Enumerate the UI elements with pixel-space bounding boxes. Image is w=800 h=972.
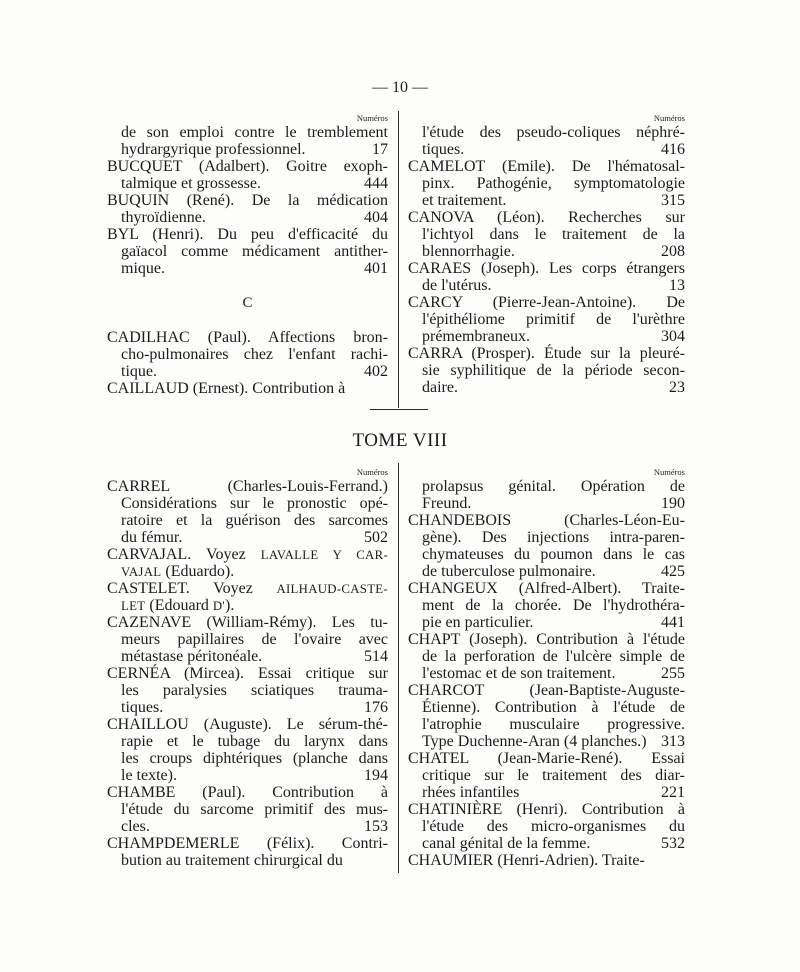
entry-line <box>408 124 685 141</box>
entry-text <box>121 597 388 615</box>
entry-line <box>408 260 685 277</box>
numeros-label: Numéros <box>356 113 388 123</box>
entry-number: 255 <box>661 665 685 682</box>
entry-line <box>408 158 685 175</box>
entry-text: blennorrhagie. <box>422 243 515 260</box>
entry-number: 315 <box>661 192 685 209</box>
entry-text: thyroïdienne. <box>121 209 206 226</box>
entry-line <box>408 852 685 869</box>
text-segment: (Eduardo). <box>161 563 235 580</box>
entry-line <box>107 226 388 243</box>
entry-text: CHAPT (Joseph). Contribution à l'étude <box>408 631 685 648</box>
entry-line <box>107 363 388 380</box>
entry-text: de l'utérus. <box>422 277 492 294</box>
entry-line <box>107 175 388 192</box>
entry-line <box>107 750 388 767</box>
numeros-label: Numéros <box>653 113 685 123</box>
entry-text: mique. <box>121 260 165 277</box>
entry-line <box>408 478 685 495</box>
entry-line <box>408 294 685 311</box>
index-entry <box>408 631 685 682</box>
entry-text: CARREL (Charles-Louis-Ferrand.) <box>107 478 388 495</box>
entry-text: de tuberculose pulmonaire. <box>422 563 596 580</box>
index-entry <box>107 226 388 277</box>
entry-line <box>408 784 685 801</box>
entry-line <box>408 716 685 733</box>
index-entry <box>408 260 685 294</box>
index-entry <box>408 158 685 209</box>
index-column-left <box>107 466 388 869</box>
entry-text: BUQUIN (René). De la médication <box>107 192 388 209</box>
small-caps-text: VAJAL <box>121 565 162 579</box>
entry-text: CHARCOT (Jean-Baptiste-Auguste- <box>408 682 685 699</box>
entry-text: CHATINIÈRE (Henri). Contribution à <box>408 801 685 818</box>
entry-text: BUCQUET (Adalbert). Goitre exoph- <box>107 158 388 175</box>
entry-text: CARCY (Pierre-Jean-Antoine). De <box>408 294 685 311</box>
entry-line <box>107 852 388 869</box>
entry-number: 313 <box>661 733 685 750</box>
entry-text: rhées infantiles <box>422 784 520 801</box>
entry-number: 401 <box>364 260 388 277</box>
entry-text: CHANGEUX (Alfred-Albert). Traite- <box>408 580 685 597</box>
entry-text: le texte). <box>121 767 177 784</box>
entry-line <box>107 699 388 716</box>
entry-text: CERNÉA (Mircea). Essai critique sur <box>107 665 388 682</box>
entry-line <box>107 158 388 175</box>
entry-line <box>408 750 685 767</box>
entry-text: l'étude des pseudo-coliques néphré- <box>422 124 685 141</box>
index-entry <box>408 750 685 801</box>
small-caps-text: LAVALLE Y CAR- <box>260 548 388 562</box>
entry-line <box>107 784 388 801</box>
entry-line <box>107 529 388 546</box>
entry-line <box>408 835 685 852</box>
index-column-right <box>408 112 685 396</box>
entry-text: talmique et grossesse. <box>121 175 261 192</box>
entry-text: CHAILLOU (Auguste). Le sérum-thé- <box>107 716 388 733</box>
numeros-label: Numéros <box>356 467 388 477</box>
entry-text: pie en particulier. <box>422 614 534 631</box>
entry-number: 304 <box>661 328 685 345</box>
entry-text: CHAMBE (Paul). Contribution à <box>107 784 388 801</box>
text-segment: CASTELET. Voyez <box>107 580 277 597</box>
entry-line <box>408 563 685 580</box>
entry-line <box>408 580 685 597</box>
entry-line <box>107 614 388 631</box>
entry-text <box>107 580 388 598</box>
entry-line <box>408 362 685 379</box>
small-caps-text: LET <box>121 599 146 613</box>
entry-line <box>408 345 685 362</box>
entry-number: 425 <box>661 563 685 580</box>
entry-line <box>408 277 685 294</box>
index-entry <box>107 380 388 397</box>
entry-number: 404 <box>364 209 388 226</box>
entry-number: 514 <box>364 648 388 665</box>
entry-text: CANOVA (Léon). Recherches sur <box>408 209 685 226</box>
index-entry <box>408 801 685 852</box>
column-divider <box>398 111 399 408</box>
entry-line <box>107 124 388 141</box>
entry-line <box>107 329 388 346</box>
index-entry <box>107 835 388 869</box>
section-rule <box>370 409 428 410</box>
entry-line <box>408 665 685 682</box>
entry-number: 441 <box>661 614 685 631</box>
entry-line <box>408 818 685 835</box>
entry-text: l'épithéliome primitif de l'urèthre <box>422 311 685 328</box>
entry-text: prolapsus génital. Opération de <box>422 478 685 495</box>
entry-text: bution au traitement chirurgical du <box>121 852 343 869</box>
entry-line <box>107 478 388 495</box>
entry-text: gaïacol comme médicament antither- <box>121 243 388 260</box>
entry-line <box>408 311 685 328</box>
column-divider <box>398 463 399 873</box>
entry-text: daire. <box>422 379 458 396</box>
entry-line <box>107 563 388 580</box>
entry-text: CAZENAVE (William-Rémy). Les tu- <box>107 614 388 631</box>
index-entry <box>107 716 388 784</box>
entry-text: CHATEL (Jean-Marie-René). Essai <box>408 750 685 767</box>
entry-line <box>107 835 388 852</box>
entry-line <box>107 141 388 158</box>
entry-line <box>408 209 685 226</box>
entry-line <box>107 346 388 363</box>
entry-text: chymateuses du poumon dans le cas <box>422 546 685 563</box>
index-entry <box>107 158 388 192</box>
entry-line <box>107 767 388 784</box>
entry-line <box>107 546 388 563</box>
index-entry <box>107 192 388 226</box>
entry-line <box>107 495 388 512</box>
entry-text: CARAES (Joseph). Les corps étrangers <box>408 260 685 277</box>
entry-line <box>408 495 685 512</box>
entry-text: CHAMPDEMERLE (Félix). Contri- <box>107 835 388 852</box>
entry-number: 176 <box>364 699 388 716</box>
index-entry <box>408 478 685 512</box>
index-entry <box>107 329 388 380</box>
entry-text: Considérations sur le pronostic opé- <box>121 495 388 512</box>
entry-line <box>408 175 685 192</box>
index-entry <box>107 546 388 580</box>
entry-text: les croups diphtériques (planche dans <box>121 750 388 767</box>
entry-number: 208 <box>661 243 685 260</box>
index-entry <box>408 580 685 631</box>
entry-line <box>107 716 388 733</box>
index-entry <box>408 852 685 869</box>
numeros-label: Numéros <box>653 467 685 477</box>
entry-text: tiques. <box>422 141 465 158</box>
entry-text: l'estomac et de son traitement. <box>422 665 616 682</box>
index-entry <box>107 614 388 665</box>
entry-number: 532 <box>661 835 685 852</box>
entry-text: pinx. Pathogénie, symptomatologie <box>422 175 685 192</box>
entry-text: métastase péritonéale. <box>121 648 263 665</box>
entry-number: 194 <box>364 767 388 784</box>
entry-line <box>107 209 388 226</box>
entry-line <box>408 379 685 396</box>
index-entry <box>107 580 388 614</box>
entry-text: canal génital de la femme. <box>422 835 591 852</box>
index-column-left <box>107 112 388 397</box>
entry-number: 444 <box>364 175 388 192</box>
entry-text: prémembraneux. <box>422 328 530 345</box>
entry-number: 13 <box>669 277 685 294</box>
index-entry <box>107 784 388 835</box>
entry-line <box>408 597 685 614</box>
entry-number: 190 <box>661 495 685 512</box>
entry-text: cles. <box>121 818 150 835</box>
entry-text: du fémur. <box>121 529 183 546</box>
entry-line <box>408 192 685 209</box>
entry-text: ratoire et la guérison des sarcomes <box>121 512 388 529</box>
entry-number: 402 <box>364 363 388 380</box>
index-entry <box>107 478 388 546</box>
entry-line <box>107 580 388 597</box>
entry-text <box>121 563 388 581</box>
entry-line <box>107 648 388 665</box>
entry-text: meurs papillaires de l'ovaire avec <box>121 631 388 648</box>
small-caps-text: AILHAUD-CASTE- <box>276 582 388 596</box>
entry-text: de son emploi contre le tremblement <box>121 124 388 141</box>
entry-number: 221 <box>661 784 685 801</box>
entry-text: Étienne). Contribution à l'étude de <box>422 699 685 716</box>
entry-text: l'atrophie musculaire progressive. <box>422 716 685 733</box>
text-segment: CARVAJAL. Voyez <box>107 546 261 563</box>
entry-line <box>107 260 388 277</box>
entry-text: l'ichtyol dans le traitement de la <box>422 226 685 243</box>
entry-text: l'étude des micro-organismes du <box>422 818 685 835</box>
entry-text: CADILHAC (Paul). Affections bron- <box>107 329 388 346</box>
entry-line <box>408 328 685 345</box>
entry-number: 153 <box>364 818 388 835</box>
small-caps-text: D' <box>212 599 226 613</box>
page-number: — 10 — <box>372 79 428 96</box>
entry-line <box>408 699 685 716</box>
entry-text: CHANDEBOIS (Charles-Léon-Eu- <box>408 512 685 529</box>
index-entry <box>408 682 685 750</box>
section-title: TOME VIII <box>352 430 448 451</box>
entry-line <box>107 818 388 835</box>
entry-number: 502 <box>364 529 388 546</box>
index-entry <box>408 124 685 158</box>
entry-line <box>107 682 388 699</box>
entry-line <box>408 614 685 631</box>
entry-line <box>107 597 388 614</box>
entry-text: Type Duchenne-Aran (4 planches.) <box>422 733 647 750</box>
entry-number: 23 <box>669 379 685 396</box>
entry-text: de la perforation de l'ulcère simple de <box>422 648 685 665</box>
entry-line <box>408 648 685 665</box>
entry-text: BYL (Henri). Du peu d'efficacité du <box>107 226 388 243</box>
entry-text: CHAUMIER (Henri-Adrien). Traite- <box>408 852 645 869</box>
entry-text: rapie et le tubage du larynx dans <box>121 733 388 750</box>
entry-text: gène). Des injections intra-paren- <box>422 529 685 546</box>
entry-line <box>107 243 388 260</box>
entry-text: sie syphilitique de la période secon- <box>422 362 685 379</box>
entry-text: CAILLAUD (Ernest). Contribution à <box>107 380 346 397</box>
text-segment: ). <box>225 597 235 614</box>
index-entry <box>408 209 685 260</box>
entry-line <box>408 733 685 750</box>
text-segment: (Edouard <box>145 597 213 614</box>
entry-text: et traitement. <box>422 192 507 209</box>
index-column-right <box>408 466 685 869</box>
entry-text: CARRA (Prosper). Étude sur la pleuré- <box>408 345 685 362</box>
letter-heading: C <box>242 295 253 311</box>
entry-line <box>408 512 685 529</box>
entry-line <box>107 380 388 397</box>
entry-line <box>408 529 685 546</box>
entry-line <box>408 226 685 243</box>
entry-text: critique sur le traitement des diar- <box>422 767 685 784</box>
entry-line <box>107 512 388 529</box>
entry-line <box>408 141 685 158</box>
entry-line <box>408 243 685 260</box>
entry-text: hydrargyrique professionnel. <box>121 141 306 158</box>
index-entry <box>107 124 388 158</box>
entry-number: 17 <box>372 141 388 158</box>
entry-text: les paralysies sciatiques trauma- <box>121 682 388 699</box>
entry-line <box>408 801 685 818</box>
entry-line <box>408 631 685 648</box>
entry-number: 416 <box>661 141 685 158</box>
index-entry <box>408 512 685 580</box>
index-entry <box>408 345 685 396</box>
entry-line <box>107 801 388 818</box>
entry-line <box>408 767 685 784</box>
entry-text: ment de la chorée. De l'hydrothéra- <box>422 597 685 614</box>
entry-line <box>107 733 388 750</box>
index-entry <box>107 665 388 716</box>
entry-text: l'étude du sarcome primitif des mus- <box>121 801 388 818</box>
entry-line <box>408 682 685 699</box>
entry-text <box>107 546 388 564</box>
entry-text: tiques. <box>121 699 164 716</box>
entry-line <box>408 546 685 563</box>
entry-text: Freund. <box>422 495 472 512</box>
entry-line <box>107 665 388 682</box>
entry-text: tique. <box>121 363 157 380</box>
entry-text: cho-pulmonaires chez l'enfant rachi- <box>121 346 388 363</box>
entry-line <box>107 631 388 648</box>
entry-text: CAMELOT (Emile). De l'hématosal- <box>408 158 685 175</box>
entry-line <box>107 192 388 209</box>
index-entry <box>408 294 685 345</box>
